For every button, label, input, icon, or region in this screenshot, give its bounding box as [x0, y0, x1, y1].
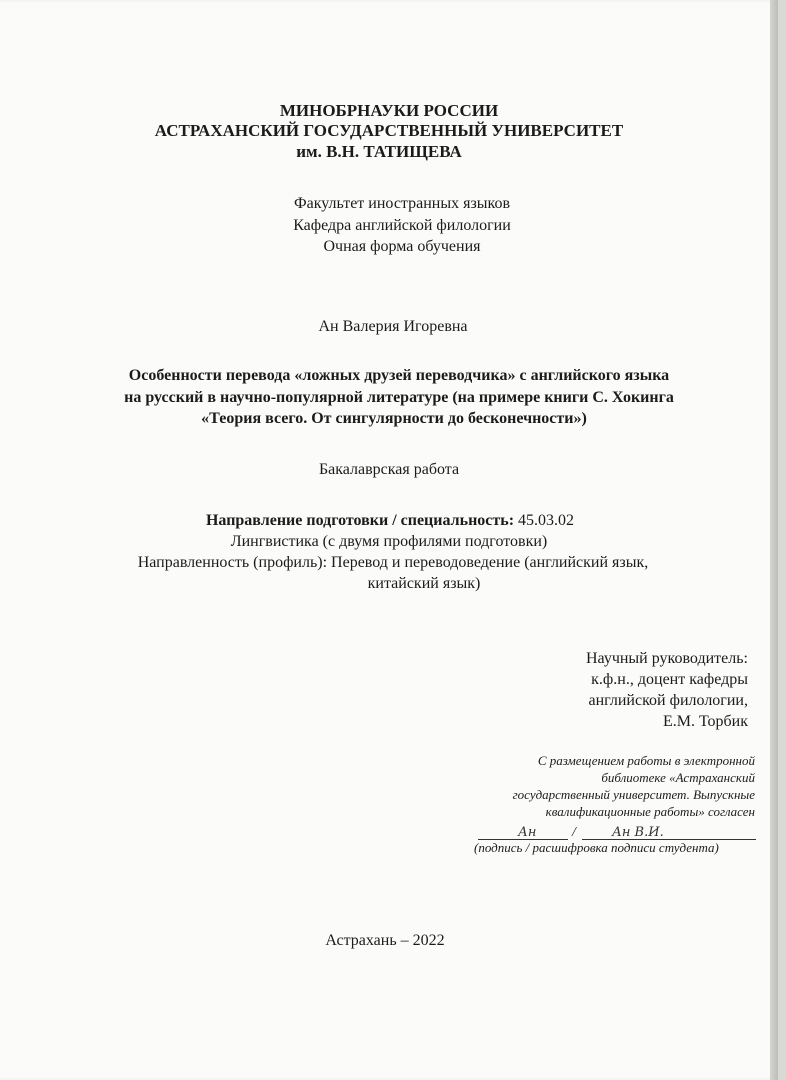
faculty-line: Факультет иностранных языков — [293, 195, 511, 212]
consent-line-1: С размещением работы в электронной — [537, 753, 755, 768]
named-after-line: им. В.Н. ТАТИЩЕВА — [296, 142, 462, 161]
consent-line-3: государственный университет. Выпускные — [512, 787, 755, 802]
profile-line-2: китайский язык) — [367, 575, 481, 592]
supervisor-line-1: Научный руководитель: — [585, 650, 748, 667]
city-year: Астрахань – 2022 — [325, 932, 445, 949]
supervisor-line-2: к.ф.н., доцент кафедры — [591, 671, 748, 688]
university-line: АСТРАХАНСКИЙ ГОСУДАРСТВЕННЫЙ УНИВЕРСИТЕТ — [154, 121, 624, 140]
signature-handwriting: Ан — [518, 825, 537, 840]
signature-decoding-handwriting: Ан В.И. — [612, 825, 664, 840]
ministry-line: МИНОБРНАУКИ РОССИИ — [279, 101, 499, 120]
profile-line-1: Направленность (профиль): Перевод и переводоведение (английский язык, — [137, 554, 649, 571]
supervisor-line-3: английской филологии, — [588, 692, 748, 709]
direction-line — [2, 511, 778, 531]
study-form-line: Очная форма обучения — [323, 238, 481, 255]
thesis-title-line-2: на русский в научно-популярной литературе (на примере книги С. Хокинга — [124, 389, 674, 406]
direction-label: Направление подготовки / специальность: — [205, 512, 515, 529]
department-line: Кафедра английской филологии — [293, 217, 511, 234]
consent-line-4: квалификационные работы» согласен — [545, 804, 755, 819]
supervisor-block — [528, 649, 748, 733]
consent-statement — [455, 752, 755, 820]
signature-caption: (подпись / расшифровка подписи студента) — [474, 840, 719, 855]
direction-name: Лингвистика (с двумя профилями подготовки) — [230, 533, 548, 550]
signature-row — [478, 822, 758, 842]
author-name: Ан Валерия Игоревна — [318, 318, 468, 335]
thesis-title-line-3: «Теория всего. От сингулярности до бесконечности») — [201, 410, 587, 427]
supervisor-line-4: Е.М. Торбик — [662, 713, 748, 730]
work-type: Бакалаврская работа — [318, 461, 460, 478]
signature-separator: / — [572, 825, 576, 840]
consent-line-2: библиотеке «Астраханский — [601, 770, 755, 785]
direction-code: 45.03.02 — [518, 512, 575, 529]
thesis-title-line-1: Особенности перевода «ложных друзей переводчика» с английского языка — [128, 367, 670, 384]
page-edge — [770, 0, 778, 1080]
